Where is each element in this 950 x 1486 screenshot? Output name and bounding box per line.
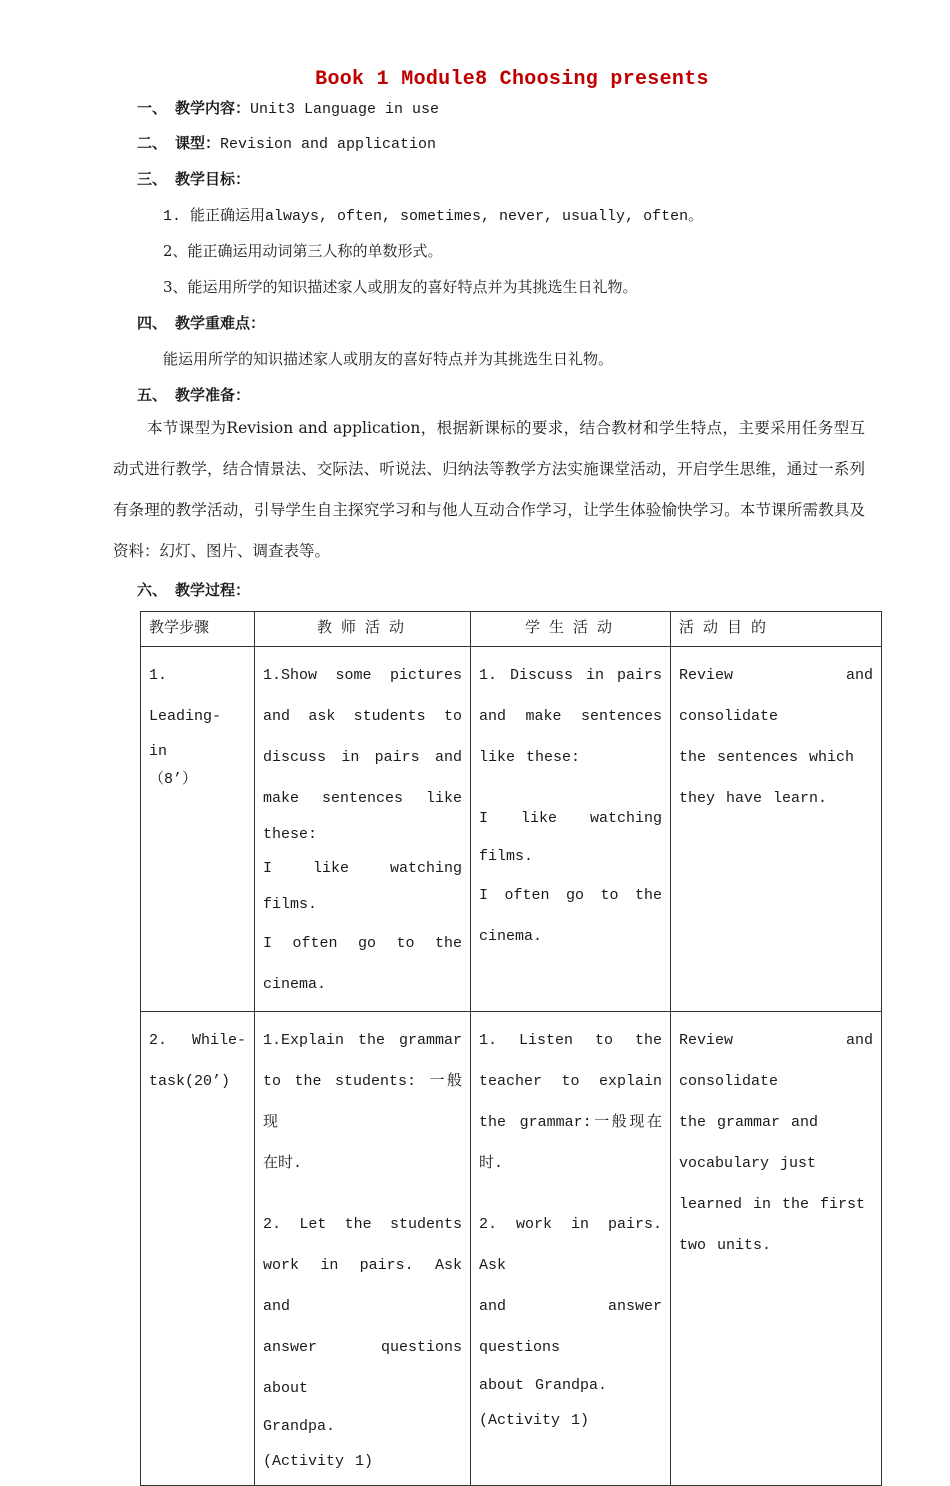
cell-line: 1.Explain the grammar — [263, 1032, 462, 1049]
cell-line: and make sentences — [479, 708, 662, 725]
table-header-row — [141, 612, 882, 647]
cell-line: 1. Leading- — [149, 667, 222, 725]
cell-line: Grandpa. — [263, 1418, 336, 1435]
header-step — [141, 612, 255, 647]
section-key-points — [137, 312, 265, 333]
teacher-activity-cell — [255, 1012, 471, 1486]
cell-line: and answer questions — [479, 1298, 662, 1356]
cell-line: 时. — [479, 1155, 504, 1172]
cell-line: and ask students to — [263, 708, 462, 725]
cell-line: 2. While- — [149, 1032, 246, 1049]
section-number: 四、 — [137, 314, 168, 332]
objective-item: 1. 能正确运用always, often, sometimes, never, usually, often。 — [163, 208, 704, 225]
objective-item: 2、能正确运用动词第三人称的单数形式。 — [163, 242, 443, 260]
cell-line: (Activity 1) — [263, 1453, 374, 1470]
cell-line: the sentences which — [679, 749, 855, 766]
cell-line: I often go to the — [263, 935, 462, 952]
section-text: Unit3 Language in use — [250, 101, 440, 118]
cell-line: two units. — [679, 1237, 772, 1254]
step-cell — [141, 647, 255, 1012]
cell-line: vocabulary just — [679, 1155, 817, 1172]
section-objectives — [137, 168, 250, 189]
header-teacher — [255, 612, 471, 647]
teacher-activity-cell — [255, 647, 471, 1012]
section-label: 教学过程： — [175, 581, 251, 599]
section-label: 教学目标： — [175, 170, 251, 188]
table-row — [141, 1012, 882, 1486]
preparation-paragraph: 本节课型为Revision and application，根据新课标的要求，结合教材和学生特点，主要采用任务型互动式进行教学，结合情景法、交际法、听说法、归纳法等教学方法实施课堂活动，开启学生思维，通过一系列有条理的教学活动，引导学生自主探究学习和与他人互动合作学习，让学生体验愉快学习。本节课所需教具及资料：幻灯、图片、调查表等。 — [113, 419, 865, 560]
header-label: 活 动 目 的 — [679, 620, 767, 637]
cell-line: 1. Listen to the — [479, 1032, 662, 1049]
cell-line: to the students: 一般现 — [263, 1073, 462, 1131]
cell-line: in — [149, 743, 168, 760]
section-lesson-type — [137, 132, 436, 153]
header-label: 教 师 活 动 — [317, 620, 405, 637]
table-row — [141, 647, 882, 1012]
cell-line: I often go to the — [479, 887, 662, 904]
cell-line: these: — [263, 826, 318, 843]
cell-line: teacher to explain — [479, 1073, 662, 1090]
section-process — [137, 579, 250, 600]
header-student — [471, 612, 671, 647]
cell-line: they have learn. — [679, 790, 828, 807]
cell-line: task(20’) — [149, 1073, 231, 1090]
cell-line: discuss in pairs and — [263, 749, 462, 766]
cell-line: cinema. — [263, 976, 327, 993]
cell-line: make sentences like — [263, 790, 462, 807]
student-activity-cell — [471, 1012, 671, 1486]
section-preparation — [137, 384, 250, 405]
section-number: 三、 — [137, 170, 168, 188]
objective-item: 3、能运用所学的知识描述家人或朋友的喜好特点并为其挑选生日礼物。 — [163, 278, 638, 296]
teaching-process-table — [140, 611, 882, 1486]
cell-line: （8’） — [149, 771, 198, 788]
section-number: 一、 — [137, 99, 168, 117]
cell-line: (Activity 1) — [479, 1412, 590, 1429]
cell-line: the grammar:一般现在 — [479, 1114, 662, 1131]
page-title: Book 1 Module8 Choosing presents — [315, 68, 709, 91]
section-content — [137, 97, 439, 118]
section-label: 教学内容： — [175, 99, 251, 117]
cell-line: cinema. — [479, 928, 543, 945]
cell-line: films. — [479, 848, 534, 865]
cell-line: 2. work in pairs. Ask — [479, 1216, 662, 1274]
cell-line: 2. Let the students — [263, 1216, 462, 1233]
header-label: 学 生 活 动 — [525, 620, 613, 637]
section-number: 六、 — [137, 581, 168, 599]
cell-line: 在时. — [263, 1155, 303, 1172]
cell-line: 1.Show some pictures — [263, 667, 462, 684]
section-number: 二、 — [137, 134, 168, 152]
header-purpose — [671, 612, 882, 647]
cell-line: work in pairs. Ask and — [263, 1257, 462, 1315]
purpose-cell — [671, 1012, 882, 1486]
cell-line: answer questions about — [263, 1339, 462, 1397]
section-number: 五、 — [137, 386, 168, 404]
header-label: 教学步骤 — [149, 620, 210, 637]
key-point-text: 能运用所学的知识描述家人或朋友的喜好特点并为其挑选生日礼物。 — [163, 350, 614, 368]
step-cell — [141, 1012, 255, 1486]
cell-line: the grammar and — [679, 1114, 819, 1131]
section-label: 教学重难点： — [175, 314, 266, 332]
cell-line: 1. Discuss in pairs — [479, 667, 662, 684]
cell-line: Review and consolidate — [679, 667, 873, 725]
cell-line: I like watching films. — [263, 860, 462, 913]
purpose-cell — [671, 647, 882, 1012]
section-label: 课型： — [175, 134, 221, 152]
cell-line: learned in the first — [679, 1196, 866, 1213]
section-label: 教学准备： — [175, 386, 251, 404]
cell-line: Review and consolidate — [679, 1032, 873, 1090]
student-activity-cell — [471, 647, 671, 1012]
cell-line: I like watching — [479, 810, 662, 827]
cell-line: about Grandpa. — [479, 1377, 608, 1394]
section-text: Revision and application — [220, 136, 437, 153]
cell-line: like these: — [479, 749, 581, 766]
